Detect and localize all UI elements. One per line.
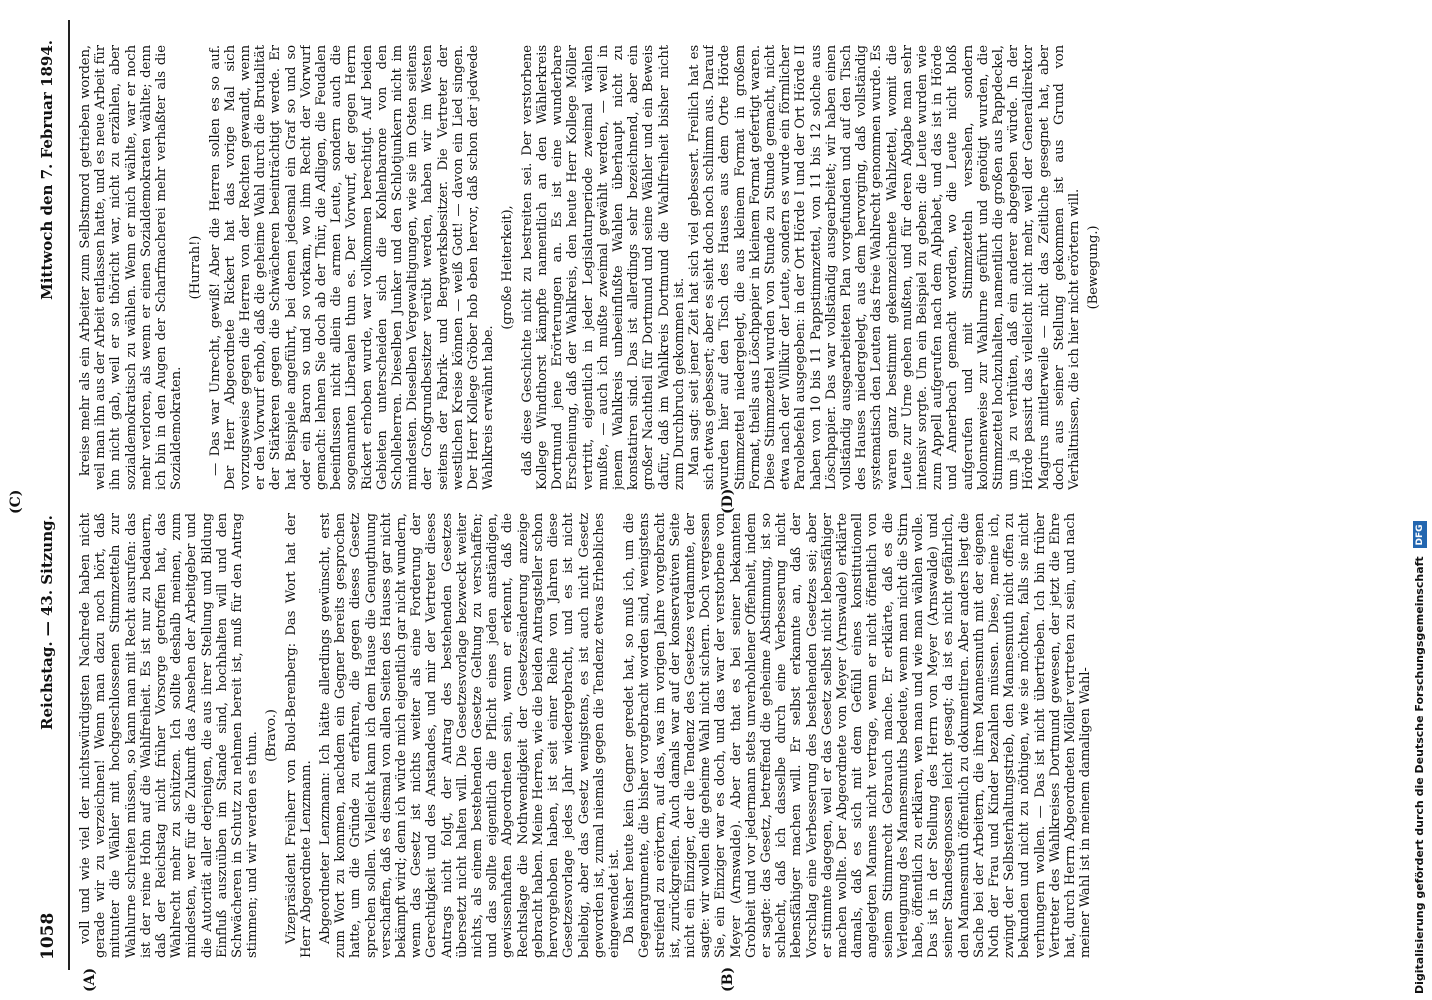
paragraph: Man sagt: seit jener Zeit hat sich viel gebessert. Freilich hat es sich etwas gebessert; aber es sieht doch noch schlimm aus. Darauf wurden hier auf den Tisch des Hauses aus dem Orte Hörde Stimmzettel niedergelegt, die aus kleinem Format in großem Format, theils aus Löschpapier in kleinem Format gefertigt waren. Diese Stimmzettel wurden von Stunde zu Stunde gemacht, nicht etwa nach der Willkür der Leute, sondern es wurde ein förmlicher Parolebefehl ausgegeben: in der Ort Hörde I und der Ort Hörde II haben von 10 bis 11 Pappstimmzettel, von 11 bis 12 solche aus Löschpapier. Das war vollständig ausgearbeitet; wir haben einen vollständig ausgearbeiteten Plan vorgefunden und auf den Tisch des Hauses niedergelegt, aus dem hervorging, daß vollständig systematisch den Leuten das freie Wahlrecht genommen wurde. Es waren ganz bestimmt gekennzeichnete Wahlzettel, womit die Leute zur Urne gehen mußten, und für deren Abgabe man sehr intensiv sorgte. Um ein Beispiel zu geben: die Leute wurden wie zum Appell aufgerufen nach dem Alphabet, und das ist in Hörde und Annerbach gemacht worden, wo die Leute nicht bloß aufgerufen und mit Stimmzetteln versehen, sondern kolonnenweise zur Wahlurne geführt und genötigt wurden, die Stimmzettel hochzuhalten, namentlich die großen aus Pappdeckel, um ja zu verhüten, daß ein anderer abgegeben würde. In der Hörde passirt das vielleicht nicht mehr, weil der Generaldirektor Magirus mittlerweile — nicht das Zeitliche gesegnet hat, aber doch aus seiner Stellung gekommen ist aus Grund von Verhältnissen, die ich hier nicht erörtern will. bbox=[686, 45, 1082, 490]
paragraph-speaker-intro: Vizepräsident Freiherr von Buol-Berenberg: Das Wort hat der Herr Abgeordnete Lenzmann. bbox=[283, 513, 314, 958]
digitization-text: Digitalisierung gefördert durch die Deutsche Forschungsgemeinschaft bbox=[1413, 556, 1426, 994]
reaction-note: (Bewegung.) bbox=[1086, 225, 1102, 310]
margin-letter-b: (B) bbox=[720, 966, 736, 992]
page-number: 1058 bbox=[38, 912, 58, 960]
left-column bbox=[78, 513, 1362, 958]
reaction-note: (große Heiterkeit), bbox=[500, 205, 516, 330]
margin-letter-a: (A) bbox=[82, 967, 98, 992]
paragraph: Da bisher heute kein Gegner geredet hat, so muß ich, um die Gegenargumente, die bisher vorgebracht worden sind, wenigstens streifend zu erörtern, auf das, was im vorigen Jahre vorgebracht ist, zurückgreifen. Auch damals war auf der konservativen Seite nicht ein Einziger, der die Tendenz des Gesetzes verdammte, der sagte: wir wollen die geheime Wahl nicht sichern. Doch vergessen Sie, ein Einziger war es doch, und das war der verstorbene von Meyer (Arnswalde). Aber der that es bei seiner bekannten Grobheit und vor jedermann stets unverhohlener Offenheit, indem er sagte: das Gesetz, betreffend die geheime Abstimmung, ist so schlecht, daß ich dasselbe durch eine Verbesserung nicht lebensfähiger machen will. Er selbst erkannte an, daß der Vorschlag eine Verbesserung des bestehenden Gesetzes sei; aber er stimmte dagegen, weil er das Gesetz selbst nicht lebensfähiger machen wollte. Der Abgeordnete von Meyer (Arnswalde) erklärte damals, daß es sich mit dem Gefühl eines konstitutionell angelegten Mannes nicht vertrage, wenn er nicht öffentlich von seinem Stimmrecht Gebrauch mache. Er erklärte, daß es die Verleugnung des Mannesmuths bedeute, wenn man nicht die Stirn habe, öffentlich zu erklären, wen man und wie man wählen wolle. Das ist in der Stellung des Herrn von Meyer (Arnswalde) und seiner Standesgenossen leicht gesagt; da ist es nicht gefährlich, den Mannesmuth öffentlich zu dokumentiren. Aber anders liegt die Sache bei der Arbeitern, die ihren Mannesmuth mit der eigenen Noth der Frau und Kinder bezahlen müssen. Diese, meine ich, zwingt der Selbsterhaltungstrieb, den Mannesmuth nicht offen zu bekunden und nicht zu nöthigen, wie sie möchten, falls sie nicht verhungern wollen. — Das ist nicht übertrieben. Ich bin früher Vertreter des Wahlkreises Dortmund gewesen, der jetzt die Ehre hat, durch Herrn Abgeordneten Möller vertreten zu sein, und nach meiner Wahl ist in meinem damaligen Wahl- bbox=[622, 513, 1094, 958]
dfg-logo: DFG bbox=[1413, 521, 1427, 548]
date-heading: Mittwoch den 7. Februar 1894. bbox=[38, 40, 56, 300]
margin-letter-c: (C) bbox=[8, 489, 24, 514]
reaction-note: (Hurrah!) bbox=[188, 235, 204, 300]
reaction-note: (Bravo.) bbox=[264, 709, 280, 762]
paragraph: voll und wie viel der nichtswürdigsten Nachrede haben nicht gerade wir zu verzeichnen! Wenn man dazu noch hört, daß mitunter die Wähler mit hochgeschlossenen Stimmzetteln zur Wahlurne schreiten müssen, so kann man mit Recht ausrufen: das ist der reine Hohn auf die Wahlfreiheit. Es ist nur zu bedauern, daß der Reichstag nicht früher Vorsorge getroffen hat, das Wahlrecht mehr zu schützen. Ich sollte deshalb meinen, zum mindesten, wer für die Zukunft das Ansehen der Arbeitgeber und die Autorität aller derjenigen, die aus ihrer Stellung und Bildung Einfluß auszuüben im Stande sind, hochhalten will und den Schwächeren in Schutz zu nehmen bereit ist, muß für den Antrag stimmen; und wir werden es thun. bbox=[78, 513, 261, 958]
margin-letter-d: (D) bbox=[720, 488, 736, 514]
digitization-note bbox=[1410, 6, 1430, 994]
paragraph-speech: Abgeordneter Lenzmann: Ich hätte allerdings gewünscht, erst zum Wort zu kommen, nachdem ein Gegner bereits gesprochen hatte, um die Gründe zu erfahren, die gegen dieses Gesetz sprechen sollen. Vielleicht kann ich dem Hause die Genugthuung verschaffen, daß es diesmal von allen Seiten des Hauses gar nicht bekämpft wird; denn ich würde mich eigentlich gar nicht wundern, wenn das Gesetz ist nichts weiter als eine Forderung der Gerechtigkeit und des Anstandes, und mir der Vertreter dieses Antrags nicht folgt, der Antrag des bestehenden Gesetzes übersetzt nicht halten will. Die Gesetzesvorlage bezweckt weiter nichts, als einem bestehenden Gesetze Geltung zu verschaffen; und das sollte eigentlich die Pflicht eines jeden anständigen, gewissenhaften Abgeordneten sein, wenn er erkennt, daß die Rechtslage die Nothwendigkeit der Gesetzesänderung anzeige gebracht haben. Meine Herren, wie die beiden Antragsteller schon hervorgehoben haben, ist seit einer Reihe von Jahren diese Gesetzesvorlage jedes Jahr wiedergebracht, und es ist nicht beliebig, aber das Gesetz wenigstens, es ist auch nicht Gesetz geworden ist, zumal niemals gegen die Tendenz etwas Erhebliches eingewendet ist. bbox=[318, 513, 622, 958]
page-header bbox=[38, 40, 66, 960]
header-rule bbox=[68, 20, 70, 970]
paragraph: daß diese Geschichte nicht zu bestreiten sei. Der verstorbene Kollege Windthorst kämpfte namentlich an den Wählerkreis Dortmund jene Erörterungen an. Es ist eine wunderbare Erscheinung, daß der Wahlkreis, den heute Herr Kollege Möller vertritt, eigentlich in jeder Legislaturperiode zweimal wählen mußte, — auch ich mußte zweimal gewählt werden, — weil in jenem Wahlkreis unbeeinflußte Wahlen überhaupt nicht zu konstatiren sind. Das ist allerdings sehr bezeichnend, aber ein großer Nachtheil für Dortmund und seine Wähler und ein Beweis dafür, daß im Wahlkreis Dortmund die Wahlfreiheit bisher nicht zum Durchbruch gekommen ist. bbox=[519, 45, 687, 490]
right-column bbox=[78, 45, 1362, 490]
paragraph: — Das war Unrecht, gewiß! Aber die Herren sollen es so auf. Der Herr Abgeordnete Rickert hat das vorige Mal sich vorzugsweise gegen die Herren von der Rechten gewandt, wenn er den Vorwurf erhob, daß die geheime Wahl durch die Brutalität der Stärkeren gegen die Schwächeren beeinträchtigt werde. Er hat Beispiele angeführt, bei denen jedesmal ein Graf so und so oder ein Baron so und so vorkam, wo ihm Recht der Vorwurf gemacht: lehnen Sie doch ab der Thür, die Adligen, die Feudalen beeinflussen nicht allein die armen Leute, sondern auch die sogenannten Liberalen thun es. Der Vorwurf, der gegen Herrn Rickert erhoben wurde, war vollkommen berechtigt. Auf beiden Gebieten unterscheiden sich die Kohlenbarone von den Scholleherren. Dieselben Junker und den Schlotjunkern nicht im mindesten. Dieselben Vergewaltigungen, wie sie im Osten seitens der Großgrundbesitzer verübt werden, haben wir im Westen seitens der Fabrik- und Bergwerksbesitzer. Die Vertreter der westlichen Kreise können — weiß Gott! — davon ein Lied singen. Der Herr Kollege Gröber hob eben hervor, daß schon der jedwede Wahlkreis erwähnt habe. bbox=[207, 45, 497, 490]
paragraph: kreise mehr als ein Arbeiter zum Selbstmord getrieben worden, weil man ihn aus der Arbeit entlassen hatte, und es neue Arbeit für ihn nicht gab, weil er so thöricht war, nicht zu erzählen, aber sozialdemokratisch zu wählen. Wenn er mich wählte, war er noch mehr verloren, als wenn er einen Sozialdemokraten wählte; denn ich bin in den Augen der Scharfmacherei mehr verhaßter als die Sozialdemokraten. bbox=[78, 45, 185, 490]
session-heading: Reichstag. — 43. Sitzung. bbox=[38, 515, 56, 730]
